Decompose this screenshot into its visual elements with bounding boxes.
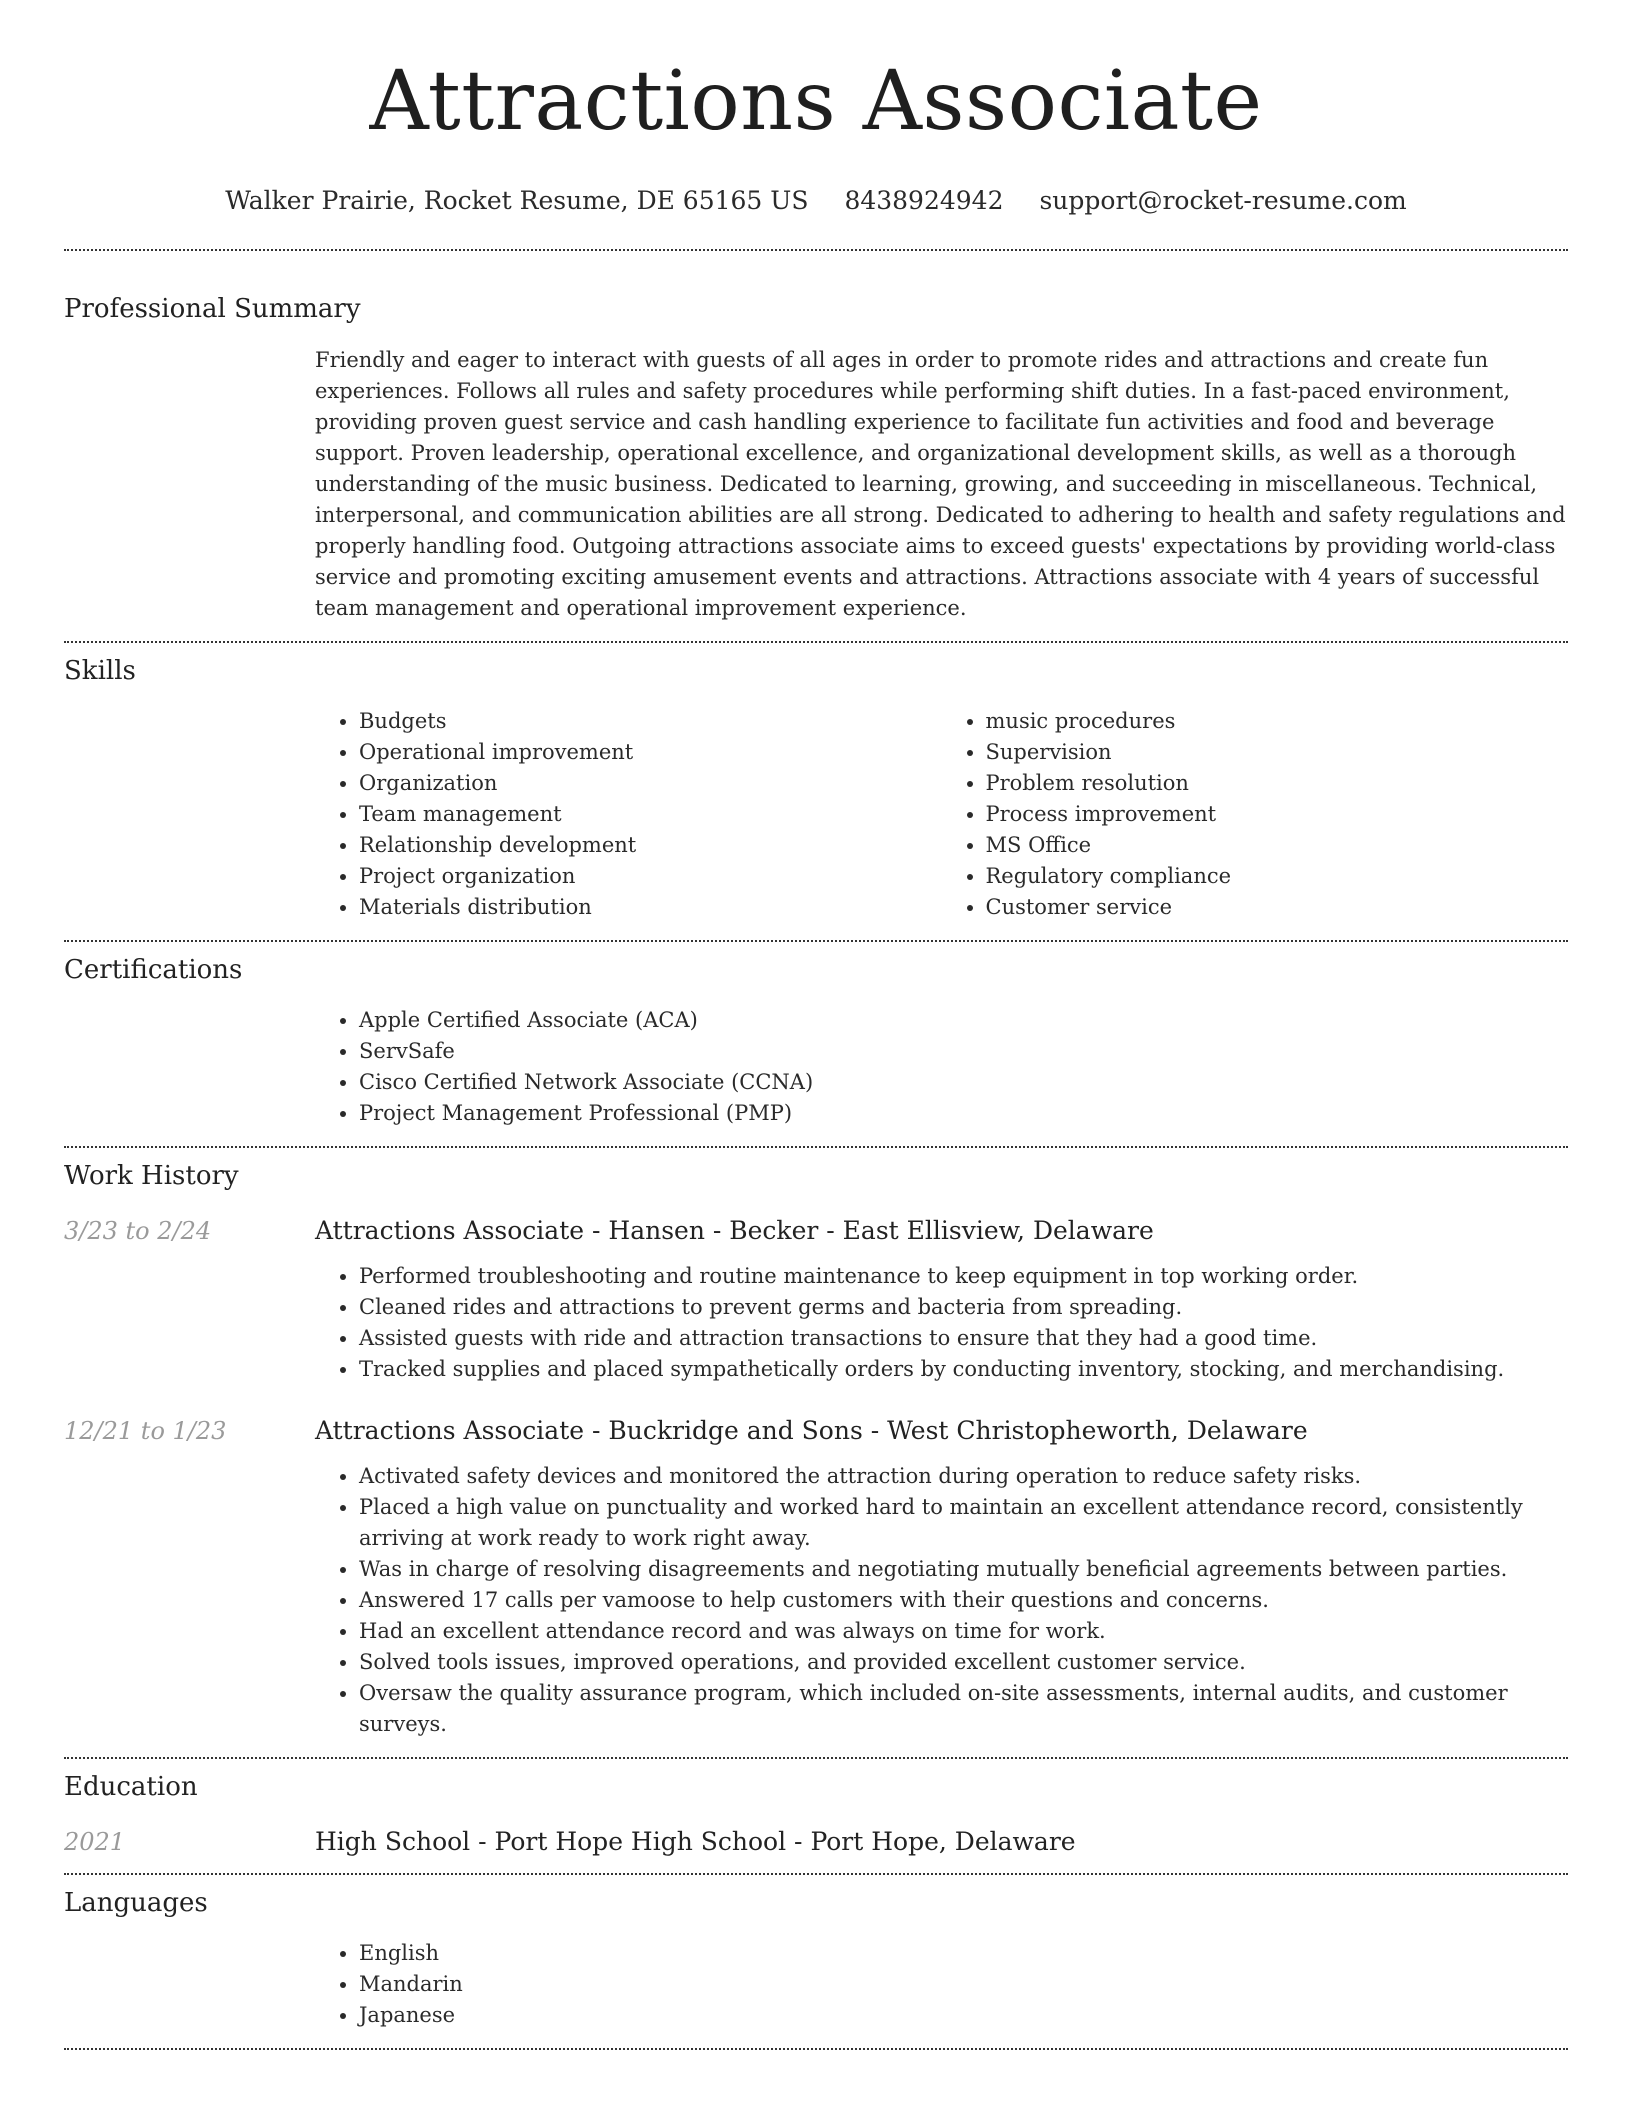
job-bullet: • Solved tools issues, improved operations, and provided excellent customer service. (359, 1647, 1568, 1678)
skill-item: • music procedures (986, 706, 1569, 737)
language-item: • Mandarin (359, 1969, 1568, 2000)
skill-item: • Budgets (359, 706, 942, 737)
job-header (64, 1416, 1568, 1445)
certification-item: • ServSafe (359, 1036, 1568, 1067)
section-title-languages: Languages (64, 1888, 208, 1918)
skill-item: • Project organization (359, 861, 942, 892)
job-title (315, 1416, 1308, 1445)
skill-item: • Problem resolution (986, 768, 1569, 799)
skill-item: • Customer service (986, 892, 1569, 923)
certification-item: • Cisco Certified Network Associate (CCNA) (359, 1067, 1568, 1098)
skills-list-right (942, 706, 1569, 923)
job-bullet: • Oversaw the quality assurance program, which included on-site assessments, internal audits, and customer surveys. (359, 1678, 1568, 1740)
divider (64, 1757, 1568, 1759)
section-summary (64, 292, 1568, 624)
job-bullet: • Activated safety devices and monitored the attraction during operation to reduce safety risks. (359, 1461, 1568, 1492)
language-item: • Japanese (359, 2000, 1568, 2031)
summary-content (315, 345, 1568, 624)
section-title-summary: Professional Summary (64, 294, 361, 324)
languages-list (315, 1938, 1568, 2031)
job-bullet: • Cleaned rides and attractions to prevent germs and bacteria from spreading. (359, 1292, 1568, 1323)
skill-item: • MS Office (986, 830, 1569, 861)
education-entry (64, 1827, 1568, 1856)
skill-item: • Team management (359, 799, 942, 830)
contact-email: support@rocket-resume.com (1039, 186, 1407, 215)
contact-phone: 8438924942 (844, 186, 1004, 215)
job-role: Attractions Associate (315, 1216, 585, 1245)
education-degree: High School (315, 1827, 471, 1856)
divider (64, 641, 1568, 643)
job-role: Attractions Associate (315, 1416, 585, 1445)
section-skills (64, 654, 1568, 923)
skill-item: • Materials distribution (359, 892, 942, 923)
contact-line (64, 184, 1568, 218)
section-title-skills: Skills (64, 656, 136, 686)
languages-content (315, 1938, 1568, 2031)
job-duties (315, 1261, 1568, 1385)
section-languages (64, 1886, 1568, 2031)
section-title-certifications: Certifications (64, 955, 243, 985)
job-bullet: • Was in charge of resolving disagreements and negotiating mutually beneficial agreements between parties. (359, 1554, 1568, 1585)
job-bullet: • Had an excellent attendance record and was always on time for work. (359, 1616, 1568, 1647)
section-title-work: Work History (64, 1161, 239, 1191)
job-title (315, 1216, 1154, 1245)
certification-item: • Project Management Professional (PMP) (359, 1098, 1568, 1129)
education-school: - Port Hope High School - Port Hope, Delaware (470, 1827, 1076, 1856)
skills-content (315, 706, 1568, 923)
resume-page (64, 0, 1568, 2050)
job-company: - Buckridge and Sons - West Christopheworth, Delaware (584, 1416, 1308, 1445)
divider (64, 1146, 1568, 1148)
skill-item: • Supervision (986, 737, 1569, 768)
job-bullet: • Placed a high value on punctuality and worked hard to maintain an excellent attendance record, consistently arriving at work ready to work right away. (359, 1492, 1568, 1554)
resume-name: Attractions Associate (369, 54, 1263, 149)
job-bullets (315, 1261, 1568, 1385)
skill-item: • Relationship development (359, 830, 942, 861)
summary-text: Friendly and eager to interact with guests of all ages in order to promote rides and attractions and create fun experiences. Follows all rules and safety procedures while performing shift duties. In a fast-paced environment, providing proven guest service and cash handling experience to facilitate fun activities and food and beverage support. Proven leadership, operational excellence, and organizational development skills, as well as a thorough understanding of the music business. Dedicated to learning, growing, and succeeding in miscellaneous. Technical, interpersonal, and communication abilities are all strong. Dedicated to adhering to health and safety regulations and properly handling food. Outgoing attractions associate aims to exceed guests' expectations by providing world-class service and promoting exciting amusement events and attractions. Attractions associate with 4 years of successful team management and operational improvement experience. (315, 348, 1566, 620)
education-year: 2021 (64, 1828, 126, 1856)
job-entry (64, 1416, 1568, 1740)
job-dates: 12/21 to 1/23 (64, 1417, 227, 1445)
job-bullet: • Performed troubleshooting and routine maintenance to keep equipment in top working order. (359, 1261, 1568, 1292)
section-education (64, 1770, 1568, 1856)
divider (64, 2048, 1568, 2050)
job-bullets (315, 1461, 1568, 1740)
language-item: • English (359, 1938, 1568, 1969)
job-header (64, 1216, 1568, 1245)
job-bullet: • Assisted guests with ride and attraction transactions to ensure that they had a good time. (359, 1323, 1568, 1354)
section-title-education: Education (64, 1772, 198, 1802)
job-bullet: • Tracked supplies and placed sympathetically orders by conducting inventory, stocking, and merchandising. (359, 1354, 1568, 1385)
certifications-list (315, 1005, 1568, 1129)
skill-item: • Operational improvement (359, 737, 942, 768)
certification-item: • Apple Certified Associate (ACA) (359, 1005, 1568, 1036)
divider (64, 1873, 1568, 1875)
section-certifications (64, 953, 1568, 1129)
certifications-content (315, 1005, 1568, 1129)
divider (64, 249, 1568, 251)
job-bullet: • Answered 17 calls per vamoose to help customers with their questions and concerns. (359, 1585, 1568, 1616)
job-company: - Hansen - Becker - East Ellisview, Delaware (584, 1216, 1154, 1245)
skill-item: • Process improvement (986, 799, 1569, 830)
job-dates: 3/23 to 2/24 (64, 1217, 212, 1245)
contact-address: Walker Prairie, Rocket Resume, DE 65165 US (225, 186, 809, 215)
job-duties (315, 1461, 1568, 1740)
job-entry (64, 1216, 1568, 1385)
skill-item: • Regulatory compliance (986, 861, 1569, 892)
section-work-history (64, 1159, 1568, 1740)
education-title (315, 1827, 1076, 1856)
skill-item: • Organization (359, 768, 942, 799)
skills-list-left (315, 706, 942, 923)
divider (64, 940, 1568, 942)
